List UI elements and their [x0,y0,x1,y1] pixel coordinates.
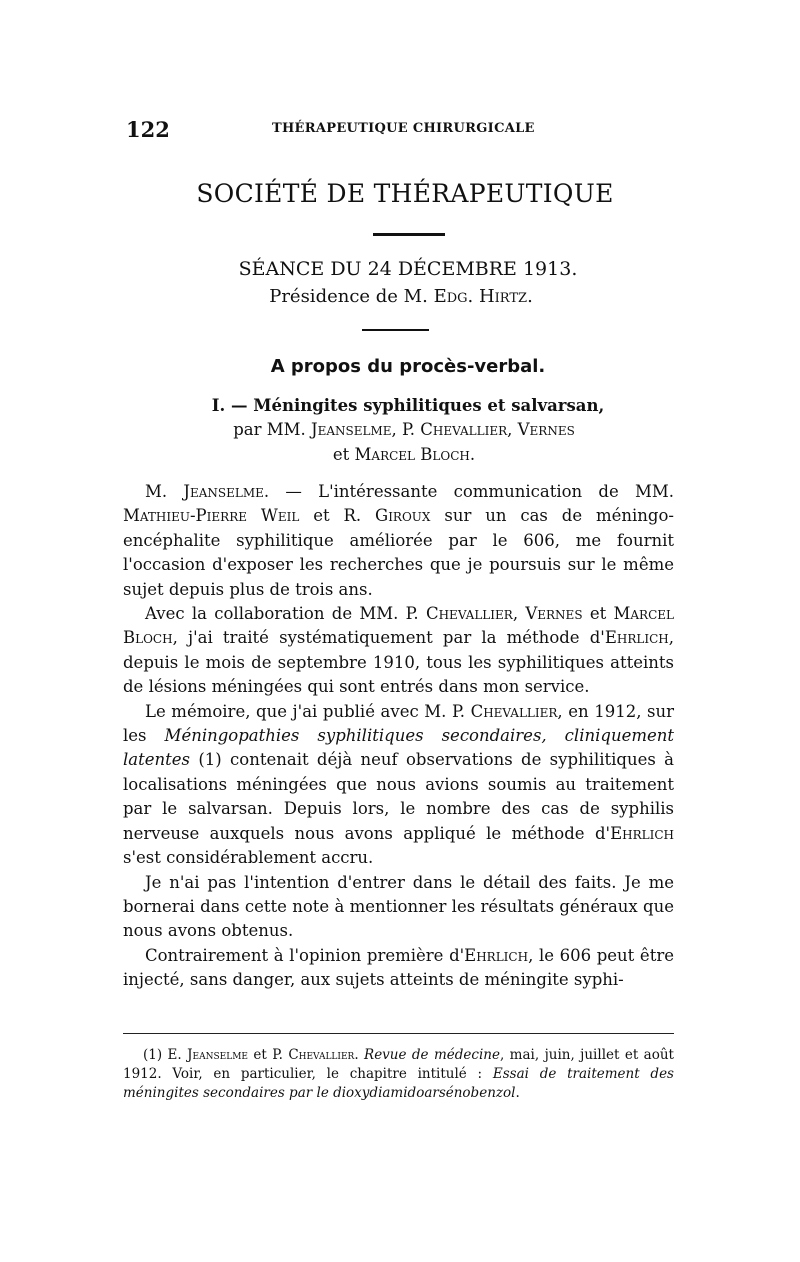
authors-line: par MM. Jeanselme, P. Chevallier, Vernes [233,420,575,439]
presidence-line: Présidence de M. Edg. Hirtz. [269,286,533,307]
footnote-divider [123,1033,674,1034]
paragraph: Je n'ai pas l'intention d'entrer dans le détail des faits. Je me bornerai dans cette note à mentionner les résultats généraux que nous avons obtenus. [123,872,674,941]
paragraph: M. Jeanselme. — L'intéressante communication de MM. Mathieu-Pierre Weil et R. Giroux sur un cas de méningo-encéphalite syphilitique améliorée par le 606, me fournit l'occasion d'exposer les recherches que je poursuis sur le même sujet depuis plus de trois ans. [123,482,674,599]
section-heading: A propos du procès-verbal. [270,356,546,377]
article-title: I. — Méningites syphilitiques et salvarsan, [211,396,605,415]
society-title: SOCIÉTÉ DE THÉRAPEUTIQUE [196,179,614,208]
title-divider [373,233,445,236]
page-number: 122 [126,117,170,142]
paragraph: Le mémoire, que j'ai publié avec M. P. Chevallier, en 1912, sur les Méningopathies syphilitiques secondaires, cliniquement latentes (1) contenait déjà neuf observations de syphilitiques à localisations méningées que nous avions soumis au traitement par le salvarsan. Depuis lors, le nombre des cas de syphilis nerveuse auxquels nous avons appliqué le méthode d'Ehrlich s'est considérablement accru. [123,701,674,868]
running-title: THÉRAPEUTIQUE CHIRURGICALE [272,121,535,136]
session-divider [362,329,429,331]
president-name: Edg. Hirtz [433,286,528,307]
paragraph: Contrairement à l'opinion première d'Ehrlich, le 606 peut être injecté, sans danger, aux sujets atteints de méningite syphi- [123,945,674,990]
session-date: SÉANCE DU 24 DÉCEMBRE 1913. [238,258,578,280]
paragraph: Avec la collaboration de MM. P. Chevallier, Vernes et Marcel Bloch, j'ai traité systématiquement par la méthode d'Ehrlich, depuis le mois de septembre 1910, tous les syphilitiques atteints de lésions méningées qui sont entrés dans mon service. [123,604,675,697]
body-text [123,480,674,993]
authors-line-2: et Marcel Bloch. [332,445,476,464]
footnote: (1) E. Jeanselme et P. Chevallier. Revue de médecine, mai, juin, juillet et août 1912. Voir, en particulier, le chapitre intitulé : Essai de traitement des méningites secondaires par le dioxydiamidoarsénobenzol. [123,1047,674,1101]
speaker-name: M. Jeanselme [145,482,264,501]
